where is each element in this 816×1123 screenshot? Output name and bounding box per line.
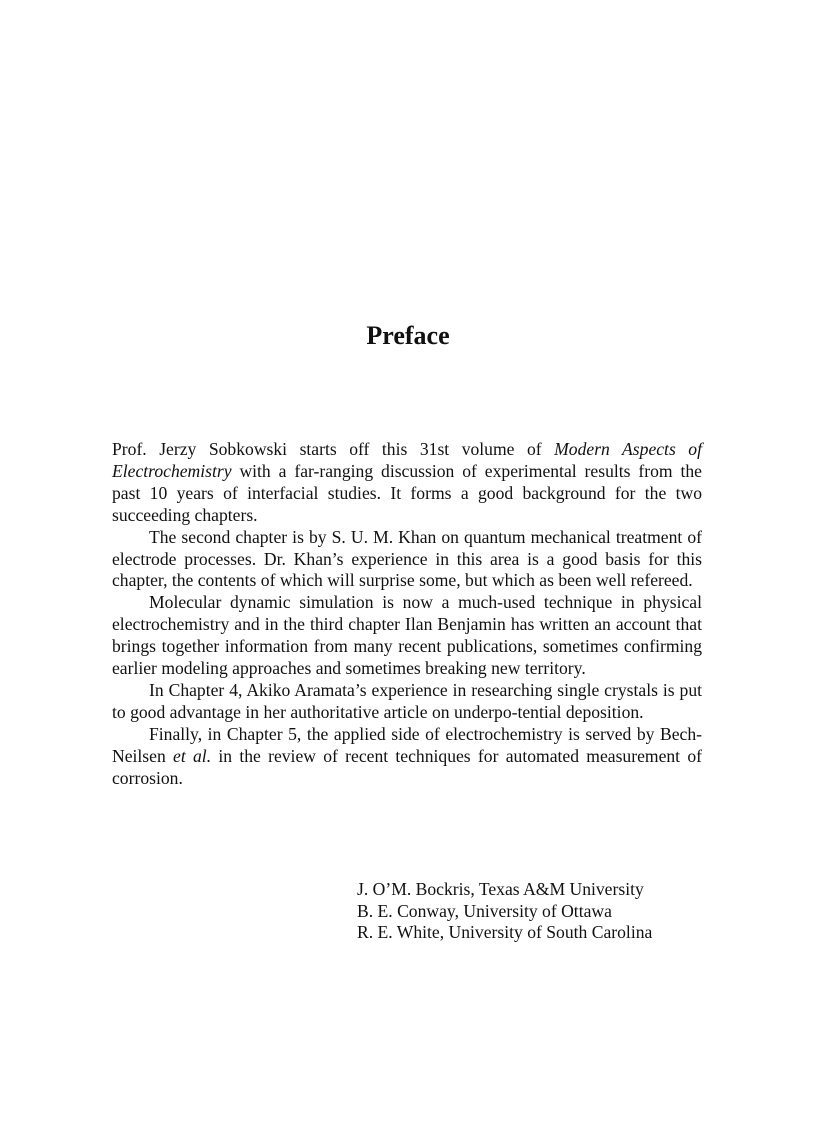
paragraph-1-text-end: with a far-ranging discussion of experimental results from the past 10 years of interfacial studies. It forms a good background for the two succeeding chapters. (112, 460, 702, 525)
signature-conway: B. E. Conway, University of Ottawa (357, 900, 612, 921)
paragraph-2: The second chapter is by S. U. M. Khan on quantum mechanical treatment of electrode processes. Dr. Khan’s experience in this area is a good basis for this chapter, the contents of which will surprise some, but which as been well refereed. (112, 526, 702, 591)
page-title: Preface (366, 321, 450, 350)
paragraph-4: In Chapter 4, Akiko Aramata’s experience in researching single crystals is put to good advantage in her authoritative article on underpo-tential deposition. (112, 679, 702, 722)
signature-white: R. E. White, University of South Carolina (357, 922, 653, 942)
preface-body (112, 439, 702, 790)
signature-block (357, 879, 652, 944)
book-title: Modern Aspects of Electrochemistry (112, 439, 702, 481)
paragraph-5-text-end: in the review of recent techniques for automated measurement of corrosion. (112, 745, 702, 788)
paragraph-3: Molecular dynamic simulation is now a much-used technique in physical electrochemistry and in the third chapter Ilan Benjamin has written an account that brings together information from many recent publications, sometimes confirming earlier modeling approaches and sometimes breaking new territory. (112, 592, 702, 679)
et-al: et al. (173, 745, 212, 766)
paragraph-5-text-start: Finally, in Chapter 5, the applied side of electrochemistry is served by Bech-Neilsen (112, 723, 702, 766)
paragraph-1-text-start: Prof. Jerzy Sobkowski starts off this 31st volume of (112, 439, 555, 459)
paragraph-5 (112, 724, 702, 790)
paragraph-1 (112, 439, 702, 527)
signature-bockris: J. O’M. Bockris, Texas A&M University (357, 879, 644, 899)
